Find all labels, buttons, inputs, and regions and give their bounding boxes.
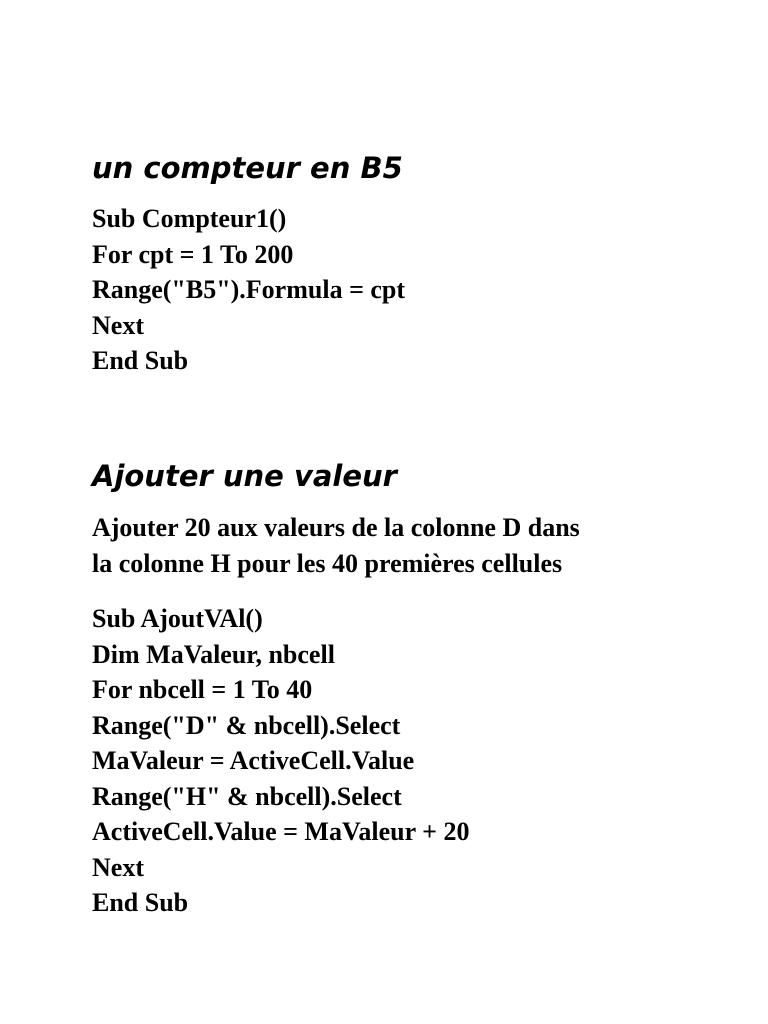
code-line: Next [92, 852, 144, 882]
code-line: MaValeur = ActiveCell.Value [92, 746, 415, 775]
code-line: Range("B5").Formula = cpt [92, 275, 406, 304]
code-line: Range("D" & nbcell).Select [92, 710, 401, 740]
code-line: For nbcell = 1 To 40 [92, 675, 313, 704]
code-block-ajout [92, 601, 469, 921]
code-block-compteur [92, 201, 405, 379]
code-line: Sub Compteur1() [92, 204, 287, 233]
code-line: End Sub [92, 346, 189, 375]
code-line: Range("H" & nbcell).Select [92, 781, 402, 811]
code-line: Dim MaValeur, nbcell [92, 639, 335, 669]
section-description [92, 510, 580, 582]
section-heading-ajouter: Ajouter une valeur [92, 459, 397, 493]
section-heading-compteur: un compteur en B5 [92, 151, 403, 185]
code-line: Next [92, 310, 144, 340]
code-line: ActiveCell.Value = MaValeur + 20 [92, 817, 470, 846]
code-line: For cpt = 1 To 200 [92, 239, 294, 269]
code-line: Sub AjoutVAl() [92, 604, 263, 633]
code-line: End Sub [92, 888, 189, 917]
description-line: la colonne H pour les 40 premières cellules [92, 549, 563, 578]
description-line: Ajouter 20 aux valeurs de la colonne D dans [92, 513, 580, 542]
